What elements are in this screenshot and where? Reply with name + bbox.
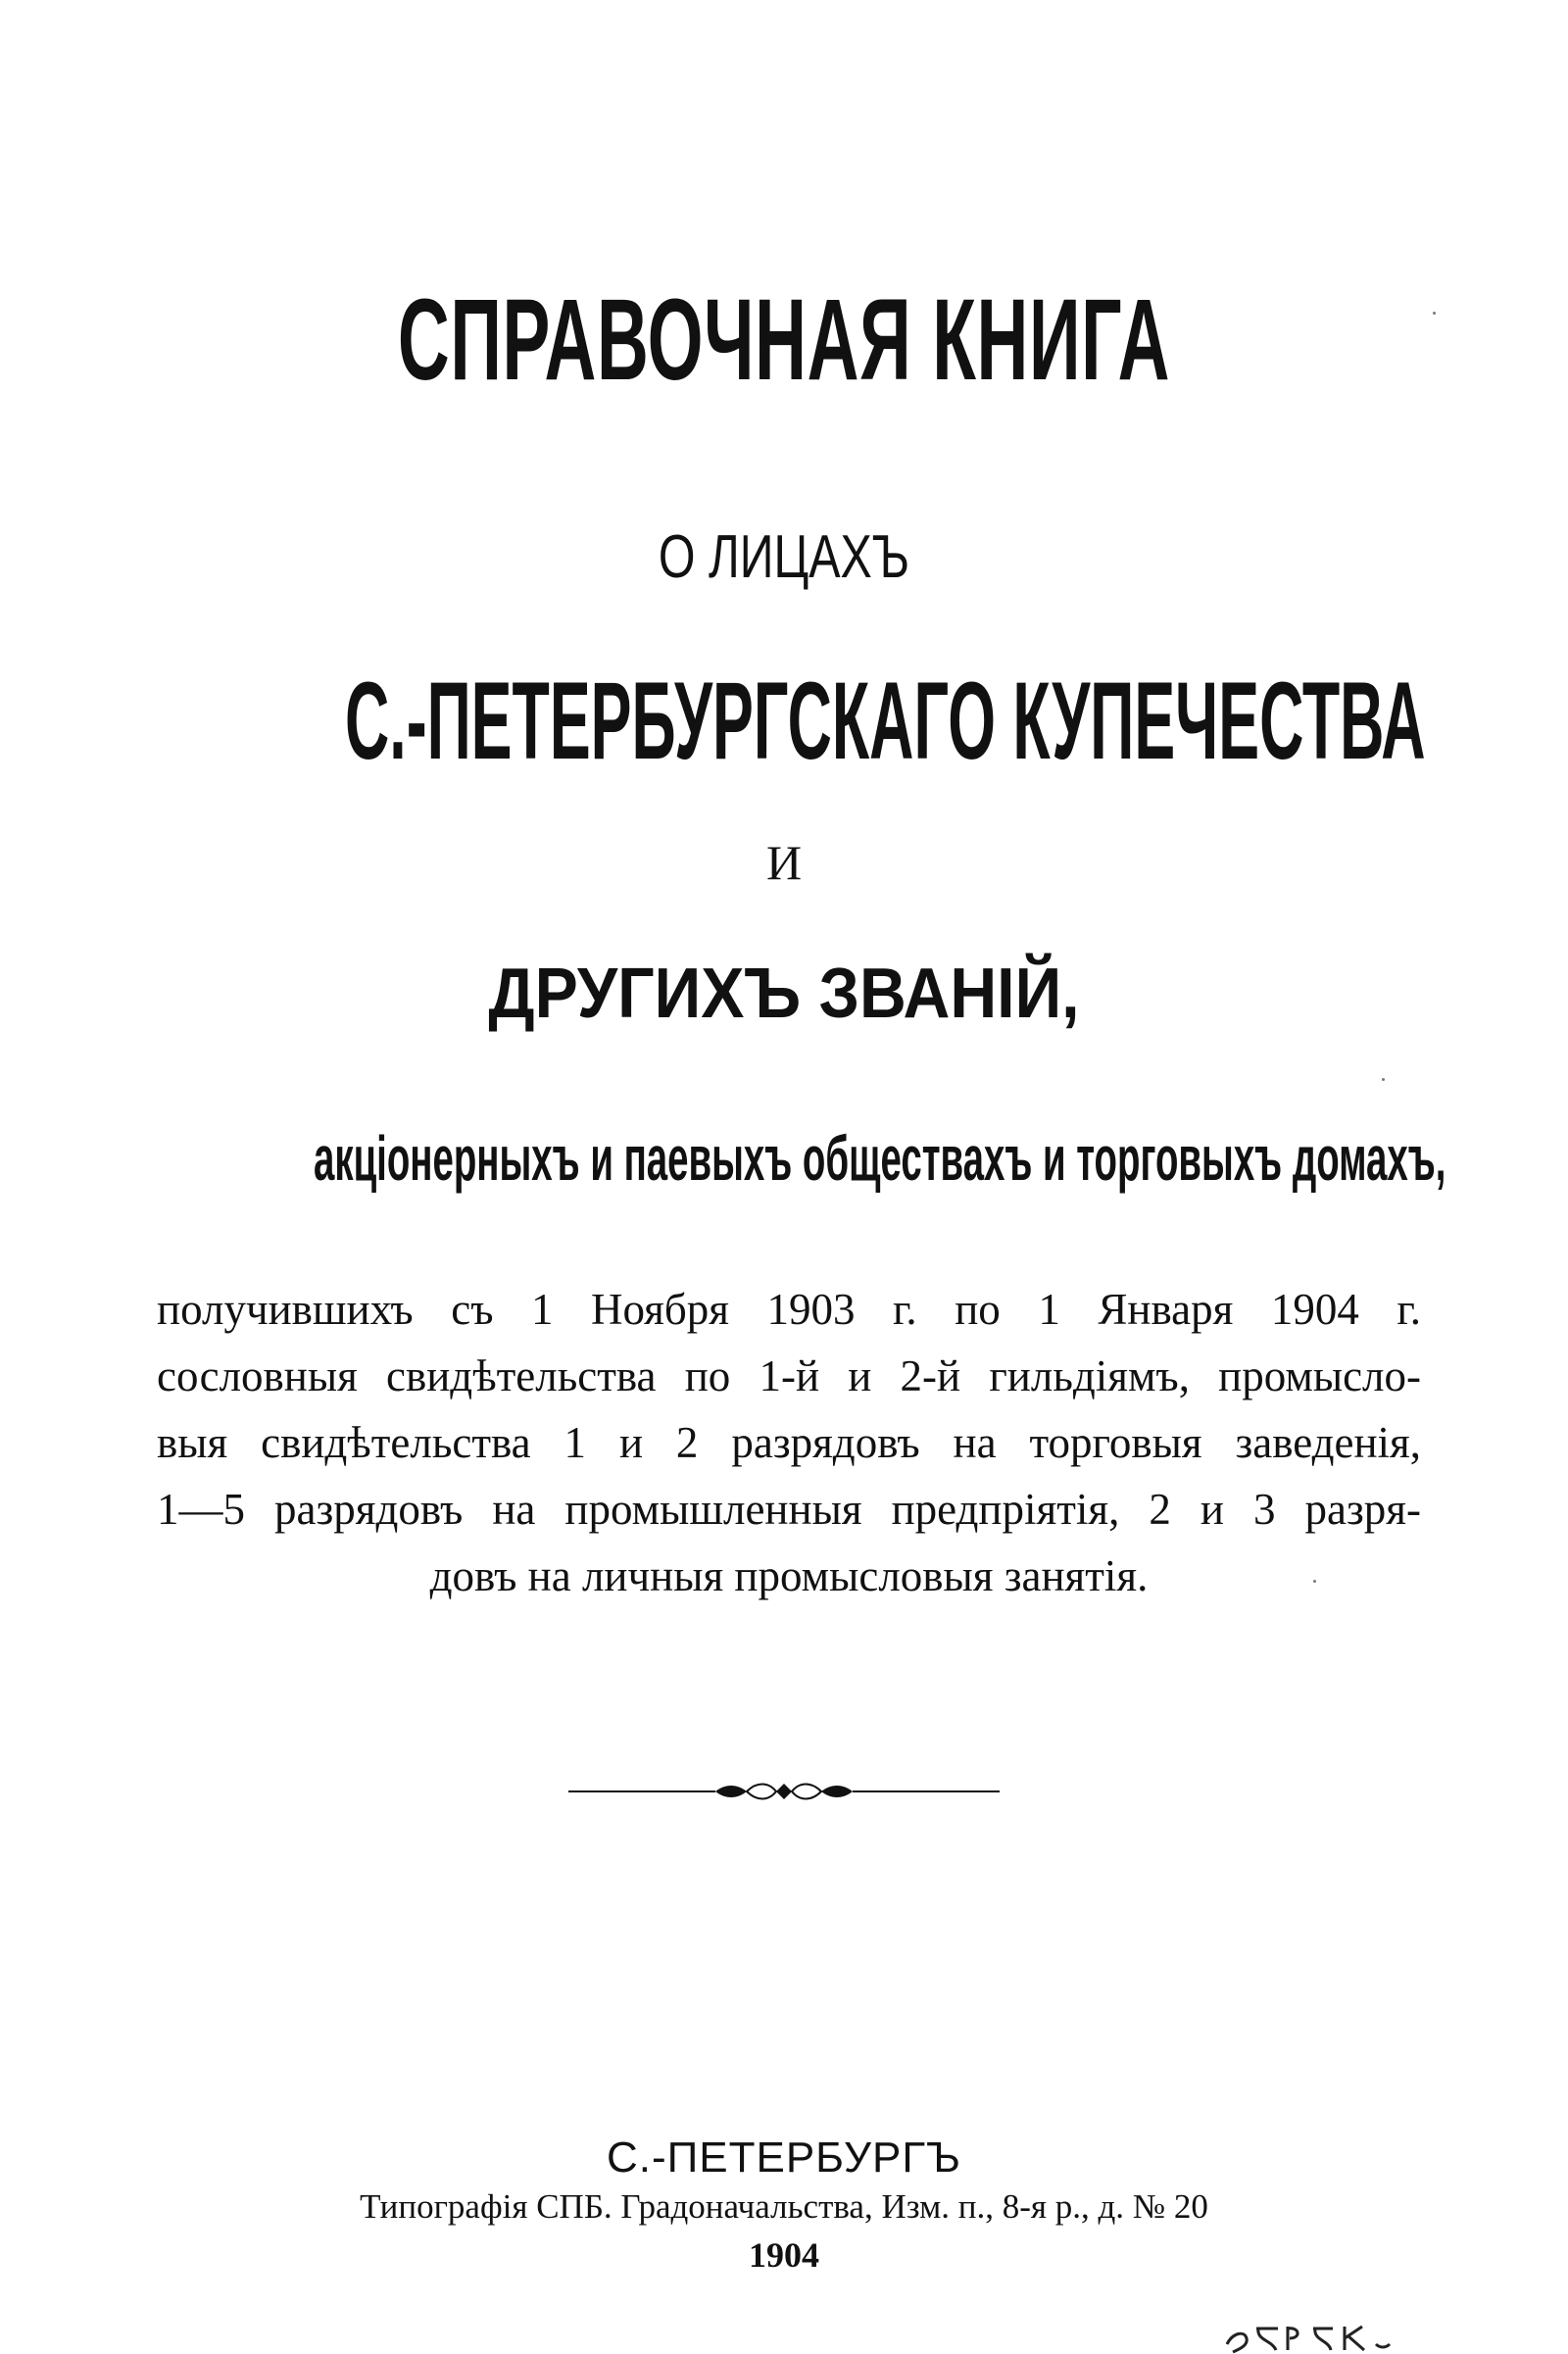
printer-ornament-rule-icon xyxy=(568,1779,1000,1804)
subtitle-line-1: О ЛИЦАХЪ xyxy=(658,523,910,591)
handwritten-shelfmark-icon xyxy=(1223,2315,1399,2354)
subtitle-line-2: С.-ПЕТЕРБУРГСКАГО КУПЕЧЕСТВА xyxy=(345,660,1426,782)
imprint-printer: Типографія СПБ. Градоначальства, Изм. п., 8-я р., д. № 20 xyxy=(360,2187,1208,2226)
book-title: СПРАВОЧНАЯ КНИГА xyxy=(397,275,1171,405)
description-line: довъ на личныя промысловыя занятія. xyxy=(429,1551,1149,1600)
imprint-year: 1904 xyxy=(749,2235,819,2275)
paper-speck xyxy=(1433,312,1436,315)
imprint-city: С.-ПЕТЕРБУРГЪ xyxy=(606,2133,961,2182)
description-line: 1—5 разрядовъ на промышленныя предпріятія, 2 и 3 разря- xyxy=(157,1485,1421,1534)
paper-speck xyxy=(1382,1078,1385,1081)
subtitle-conjunction: И xyxy=(765,835,803,890)
description-paragraph xyxy=(157,1276,1421,1609)
description-line: выя свидѣтельства 1 и 2 разрядовъ на торговыя заведенія, xyxy=(157,1418,1421,1467)
subtitle-line-4: акціонерныхъ и паевыхъ обществахъ и торговыхъ домахъ, xyxy=(313,1123,1446,1194)
subtitle-line-3: ДРУГИХЪ ЗВАНІЙ, xyxy=(488,955,1080,1033)
description-line: получившихъ съ 1 Ноября 1903 г. по 1 Января 1904 г. xyxy=(157,1285,1421,1334)
paper-speck xyxy=(1313,1580,1316,1583)
description-line: сословныя свидѣтельства по 1-й и 2-й гильдіямъ, промысло- xyxy=(157,1351,1421,1400)
